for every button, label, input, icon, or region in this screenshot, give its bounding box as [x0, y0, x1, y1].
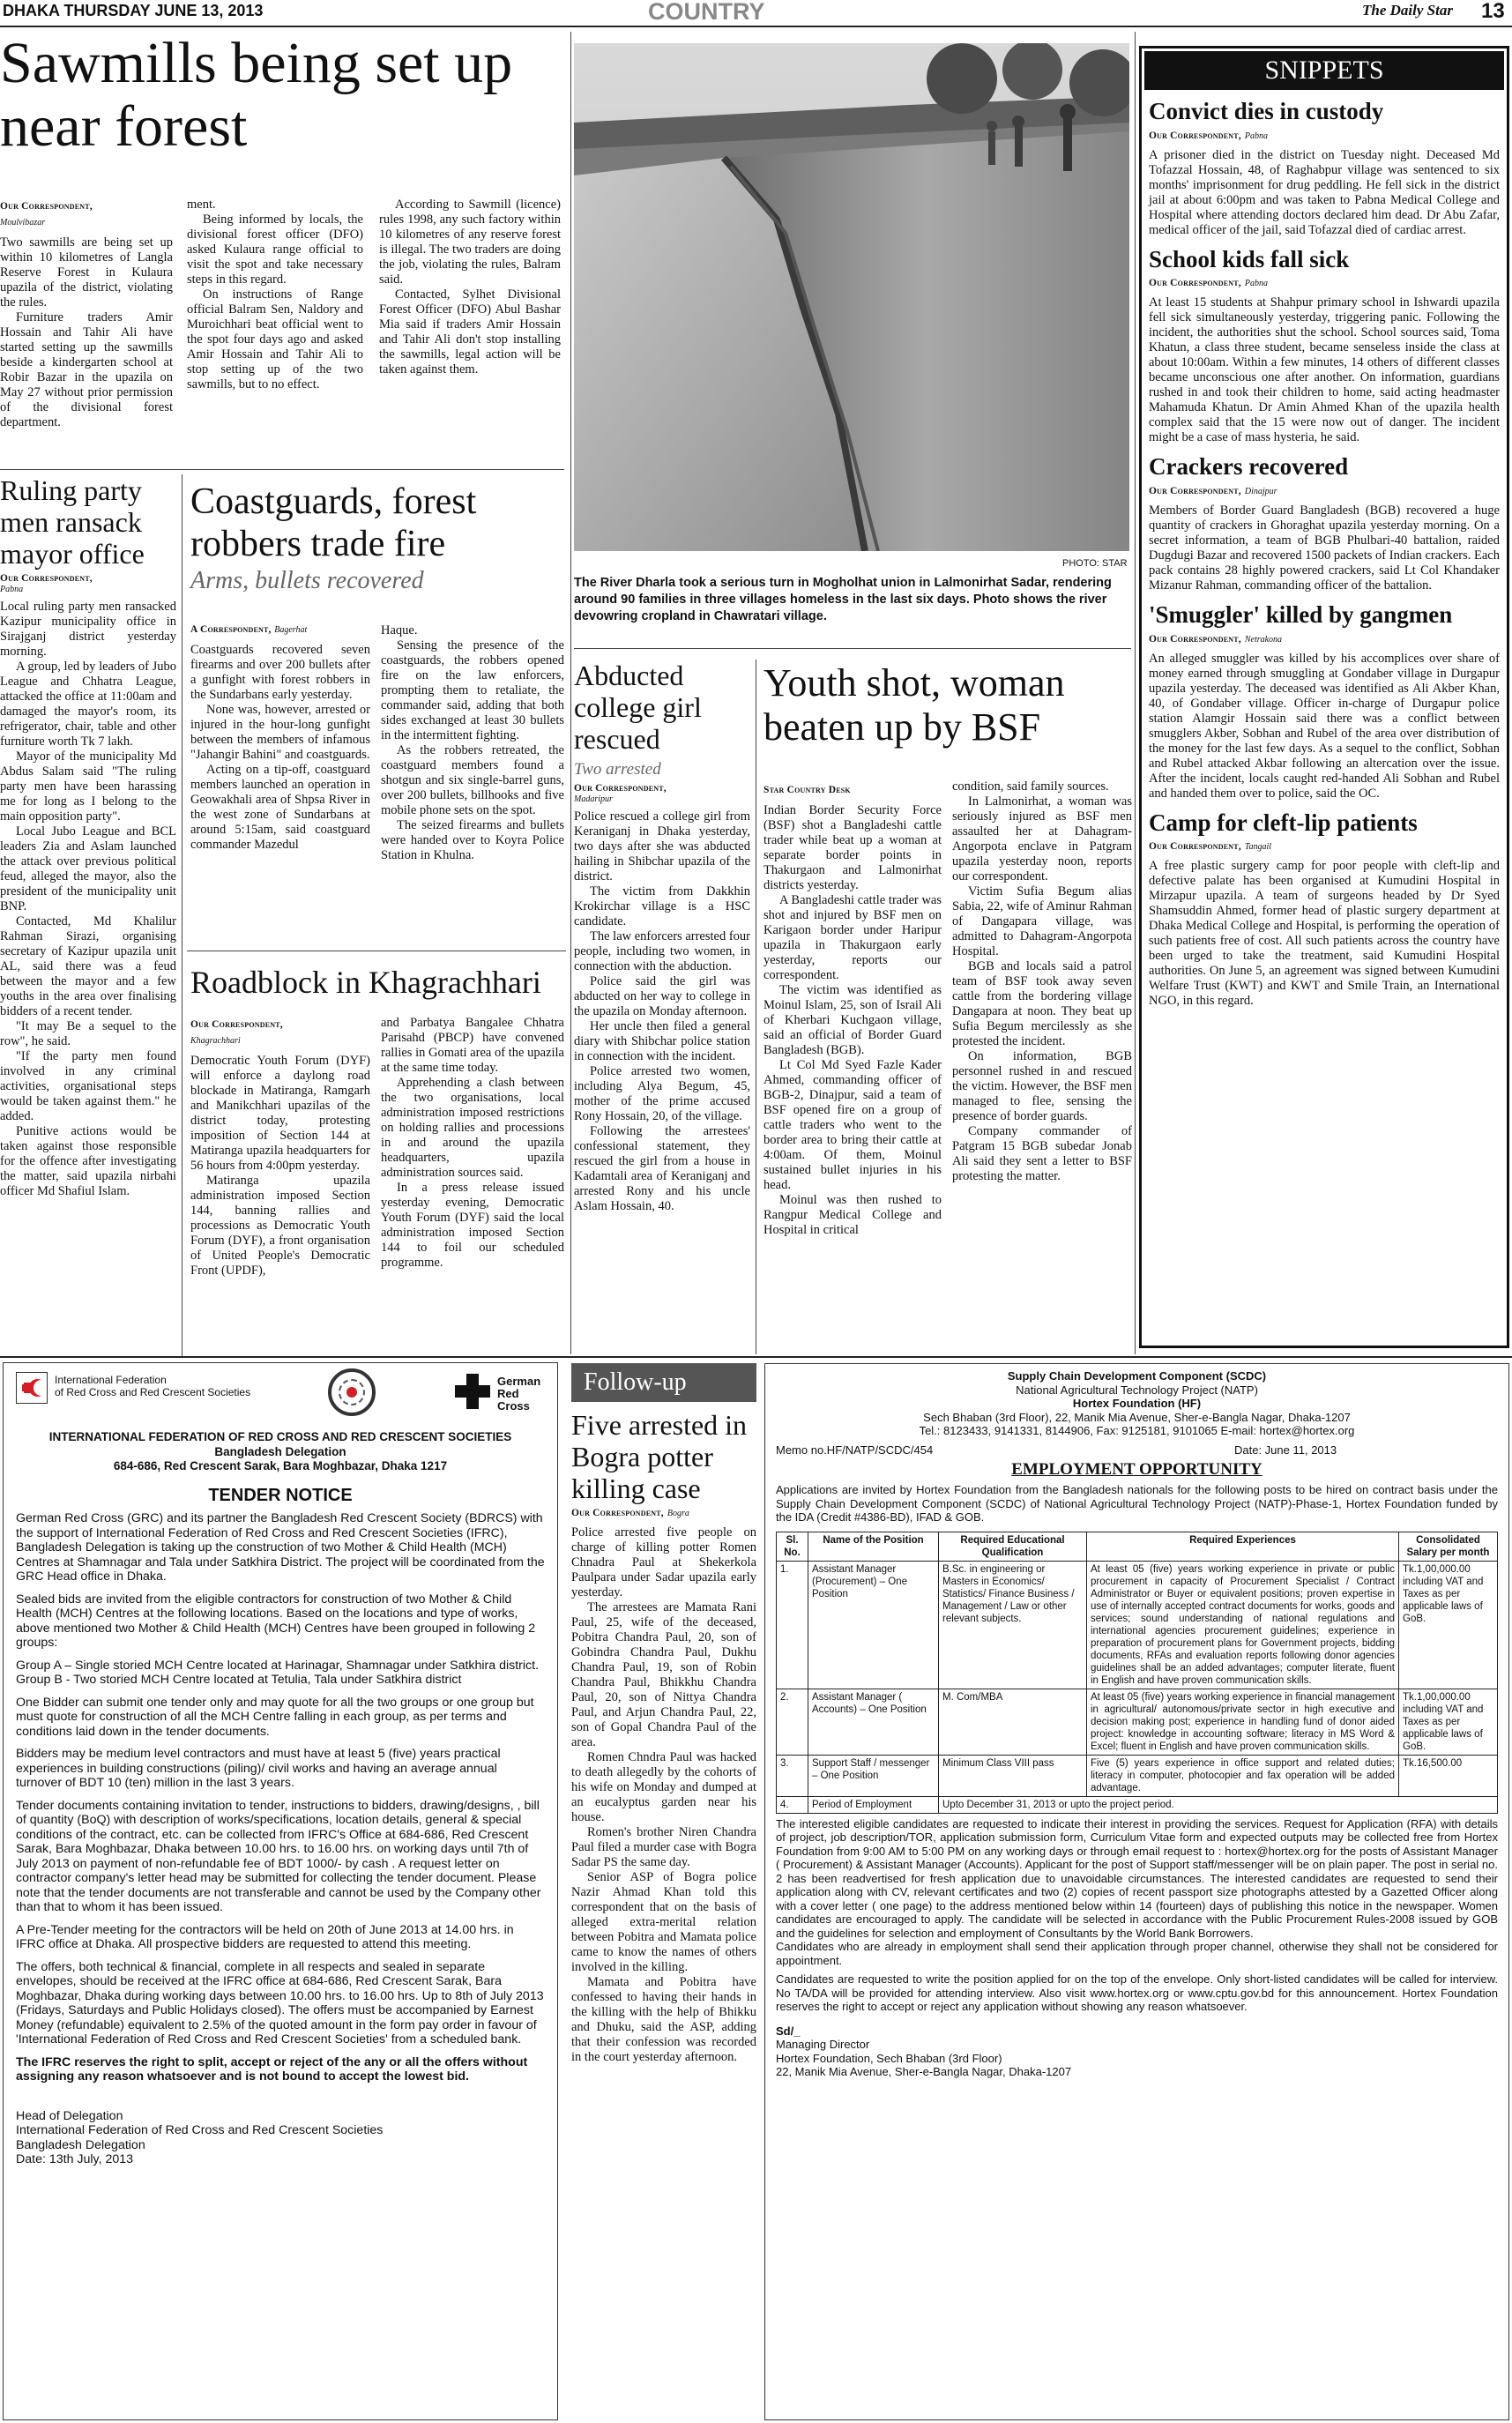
employment-title: EMPLOYMENT OPPORTUNITY [1011, 1459, 1262, 1479]
snippets-box [1139, 46, 1509, 1348]
photo-caption: The River Dharla took a serious turn in Mogholhat union in Lalmonirhat Sadar, rendering around 90 families in three villages homeless in the last six days. Photo shows the river devowring cropland in Chawratari village. [574, 576, 1112, 623]
snippets-header: SNIPPETS [1144, 51, 1504, 90]
river-erosion-image [574, 43, 1129, 551]
masthead-paper: The Daily Star [1362, 2, 1453, 19]
snippet-item: School kids fall sick Our Correspondent, Pabna At least 15 students at Shahpur primary school in Ishwardi upazila fell sick simultaneously yesterday, triggering panic. Following the incident, the authorities shut the school. School sources said, Toma Khatun, a class three student, became senseless inside the class at about 10:00am. Within a few minutes, 14 others of different classes became unconscious one after another. On information, guardians rushed in and took their children to home, said acting headmaster Mahamuda Khatun. Dr Amin Ahmed Khan of the upazila health complex said that the 15 were now out of danger. The incident might be a case of mass hysteria, he said. [1149, 245, 1500, 445]
bdrcs-emblem-icon [328, 1368, 376, 1416]
abducted-headline: Abducted college girl rescued [574, 660, 702, 755]
youth-article: Youth shot, woman beaten up by BSF Star Country Desk Indian Border Security Force (BSF) shot a Bangladeshi cattle trader while beat up a woman at separate border points in Thakurgaon and Lalmonirhat districts yesterday. A Bangladeshi cattle trader was shot and injured by BSF men on Karigaon border under Haripur upazila in Thakurgaon early yesterday, reports our correspondent. The victim was identified as Moinul Islam, 25, son of Israil Ali of Kherbari Kuchgaon village, said an official of Border Guard Bangladesh (BGB). Lt Col Md Syed Fazle Kader Ahmed, commanding officer of BGB-2, Dinajpur, said a team of BSF opened fire on a group of cattle traders who went to the border area to bring their cattle at 4:00am. Of them, Moinul sustained bullet injuries in his head. Moinul was then rushed to Rangpur Medical College and Hospital in critical condition, said family sources. In Lalmonirhat, a woman was seriously injured as BSF men assaulted her at Dahagram-Angorpota enclave in Patgram upazila yesterday noon, reports our correspondent. Victim Sufia Begum alias Sabia, 22, wife of Aminur Rahman of Dangapara village, was admitted to Dahagram-Angorpota Hospital. BGB and locals said a patrol team of BSF took away seven cattle from the bordering village Dangapara at noon. They beat up Sufia Begum mercilessly as she protested the incident. On information, BGB personnel rushed in and rescued the victim. However, the BSF men managed to flee, sensing the presence of border guards. Company commander of Patgram 15 BGB subedar Jonab Ali said they sent a letter to BSF protesting the matter. [763, 661, 1132, 1237]
roadblock-article: Roadblock in Khagrachhari Our Correspondent, Khagrachhari Democratic Youth Forum (DYF) will enforce a daylong road blockade in Matiranga, Ramgarh and Manikchhari upazilas of the district today, protesting imposition of Section 144 at Matiranga upazila headquarters for 56 hours from 4:00pm yesterday. Matiranga upazila administration imposed Section 144, banning rallies and processions as Democratic Youth Forum (DYF), a front organisation of United People's Democratic Front (UPDF), and Parbatya Bangalee Chhatra Parisahd (PBCP) have convened rallies in Gomati area of the upazila at the same time today. Apprehending a clash between the two organisations, local administration imposed restrictions on holding rallies and processions in and around the upazila headquarters, upazila administration sources said. In a press release issued yesterday evening, Democratic Youth Forum (DYF) said the local administration imposed Section 144 to foil our scheduled programme. [190, 965, 564, 1278]
masthead-page: 13 [1481, 0, 1505, 23]
employment-ad: Supply Chain Development Component (SCDC) National Agricultural Technology Project (NATP) Hortex Foundation (HF) Sech Bhaban (3rd Floor), 22, Manik Mia Avenue, Sher-e-Bangla Nagar, Dhaka-1207 Tel.: 8123433, 9141331, 8144906, Fax: 9125181, 9101065 E-mail: hortex@hortex.org Memo no.HF/NATP/SCDC/454 Date: June 11, 2013 EMPLOYMENT OPPORTUNITY Applications are invited by Hortex Foundation from the Bangladesh nationals for the following posts to be hired on contract basis under the Supply Chain Development Component (SCDC) of National Agricultural Technology Project (NATP)-Phase-1, Hortex Foundation funded by the IDA (Credit #4386-BD), IFAD & GOB. Sl. No. Name of the Position Required Educational Qualification Required Experiences Consolidated Salary per month 1. Assistant Manager (Procurement) – One Position B.Sc. in engineering or Masters in Economics/ Statistics/ Finance Business / Management / Law or other relevant subjects. At least 05 (five) years working experience in private or public procurement in capacity of Procurement Specialist / Contract Administrator or Buyer or equivalent positions; proven expertise in use of internally accepted contract documents for works, goods and services; sound understanding of national regulations and international agencies procurement guidelines; experience in preparation of procurement plans for Government projects, bidding documents, RFAs and evaluation reports following donor agencies guidelines shall be an added advantages; computer literate, fluent in English and have proven communication skills. Tk.1,00,000.00 including VAT and Taxes as per applicable laws of GoB. 2. Assistant Manager ( Accounts) – One Position M. Com/MBA At least 05 (five) years working experience in financial management in agricultural/ autonomous/private sector in high executive and decision making post; experience in handling fund of donor aided project: knowledge in accounting software; literacy in MS Word & Excel; fluent in English and have proven communication skills. Tk.1,00,000.00 including VAT and Taxes as per applicable laws of GoB. 3. Support Staff / messenger – One Position Minimum Class VIII pass Five (5) years experience in office support and related duties; literacy in computer, photocopier and fax operation will be added advantage. Tk.16,500.00 4. Period of Employment Upto December 31, 2013 or upto the project period. The interested eligible candidates are requested to indicate their interest in providing the services. Request for Application (RFA) with details of project, job description/TOR, application submission form, Curriculum Vitae form and expected outputs may be collected free from Hortex Foundation from 9:00 AM to 5:00 PM on any working days or through email request to : hortex@hortex.org for the posts of Assistant Manager ( Procurement) & Assistant Manager (Accounts). Applicant for the post of Support staff/messenger will be on plain paper. The post in serial no. 2 has been readvertised for fresh application due to unavoidable circumstances. The interested candidates are requested to send their application along with CV, relevant certificates and two (2) copies of recent passport size photographs attested by a Gazetted Officer along with a cover letter ( one page) to the address mentioned below within 14 (fourteen) days of publishing this notice in the newspaper. Women candidates are encouraged to apply. The candidate will be selected in accordance with the Public Procurement Rules-2008 issued by GOB and the guidelines for selection and employment of Consultants by the World Bank Borrowers. Candidates who are already in employment shall send their application through proper channel, otherwise they shall not be considered for appointment. Candidates are requested to write the position applied for on the top of the envelope. Only short-listed candidates will be called for interview. No TA/DA will be provided for attending interview. Also visit www.hortex.org or www.cptu.gov.bd for this announcement. Hortex Foundation reserves the right to accept or reject any application without showing any reason whatsoever. Sd/_ Managing Director Hortex Foundation, Sech Bhaban (3rd Floor) 22, Manik Mia Avenue, Sher-e-Bangla Nagar, Dhaka-1207 [764, 1363, 1509, 2420]
youth-headline: Youth shot, woman beaten up by BSF [763, 661, 1065, 749]
snippet-item: 'Smuggler' killed by gangmen Our Correspondent, Netrakona An alleged smuggler was killed by his accomplices over share of money earned through smuggling at Gondaber village in Durgapur upazila yesterday. The deceased was identified as Ali Akber Khan, 40, of Gondaber village. Officer in-charge of Durgapur police station Alamgir Hossain said there was a conflict between smugglers Akber, Sobhan and Rubel of the area over distribution of the money for the last few days. As a sequel to the conflict, Sobhan and Rubel attacked Akbar following an altercation over the issue. After the incident, locals caught red-handed Ali Sobhan and Rubel and handed them over to police, said the OC. [1149, 601, 1500, 801]
sawmills-location: Moulvibazar [0, 218, 46, 227]
german-red-cross-icon [455, 1374, 490, 1409]
river-photo [574, 43, 1129, 551]
coastguard-headline: Coastguards, forest robbers trade fire [190, 481, 477, 564]
sawmills-byline: Our Correspondent, [0, 201, 93, 212]
masthead-section: COUNTRY [648, 0, 765, 25]
ruling-article: Ruling party men ransack mayor office Our Correspondent, Pabna Local ruling party men ransacked Kazipur municipality office in Sirajganj district yesterday morning. A group, led by leaders of Jubo League and Chhatra League, attacked the office at 11:00am and damaged the mayor's room, its refrigerator, chair, table and other furniture worth Tk 7 lakh. Mayor of the municipality Md Abdus Salam said "The ruling party men have been harassing me for long as I belong to the main opposition party". Local Jubo League and BCL leaders Zia and Aslam launched the attack over previous political feud, alleged the mayor, also the president of the municipality unit BNP. Contacted, Md Khalilur Rahman Sirazi, organising secretary of Kazipur upazila unit AL, said there was a feud between the mayor and a few youths in the area over finalising bidders of a recent tender. "It may Be a sequel to the row", he said. "If the party men found involved in any criminal activities, organisational steps would be taken against them." he added. Punitive actions would be taken against those responsible for the offence after investigating the matter, said upazila nirbahi officer Md Shafiul Islam. [0, 474, 176, 1198]
table-row: 2. Assistant Manager ( Accounts) – One Position M. Com/MBA At least 05 (five) years working experience in financial management in agricultural/ autonomous/private sector in high executive and decision making post; experience in handling fund of donor aided project: knowledge in accounting software; literacy in MS Word & Excel; fluent in English and have proven communication skills. Tk.1,00,000.00 including VAT and Taxes as per applicable laws of GoB. [777, 1689, 1498, 1755]
ifrc-logo [16, 1372, 48, 1404]
coastguard-subhead: Arms, bullets recovered [190, 567, 424, 594]
abducted-article: Abducted college girl rescued Two arrested Our Correspondent, Madaripur Police rescued a college girl from Keraniganj in Dhaka yesterday, two days after she was abducted hailing in Shibchar upazila of the district. The victim from Dakkhin Krokirchar village is a HSC candidate. The law enforcers arrested four people, including two women, in connection with the abduction. Police said the girl was abducted on her way to college in the upazila on Monday afternoon. Her uncle then filed a general diary with Shibchar police station in connection with the incident. Police arrested two women, including Alya Begum, 45, mother of the prime accused Rony Hossain, 20, of the village. Following the arrestees' confessional statement, they rescued the girl from a house in Kadamtali area of Keraniganj and arrested Rony and his uncle Aslam Hossain, 40. [574, 660, 750, 1213]
sawmills-article: Sawmills being set up near forest Our Correspondent, Moulvibazar Two sawmills are being set up within 10 kilometres of Langla Reserve Forest in Kulaura upazila of the district, violating the rules. Furniture traders Amir Hossain and Tahir Ali have started setting up the sawmills beside a kindergarten school at Robir Bazar in the upazila on May 27 without prior permission of the divisional forest department. ment. Being informed by locals, the divisional forest officer (DFO) asked Kulaura range official to visit the spot and take necessary steps in this regard. On instructions of Range official Balram Sen, Naldory and Muroichhari beat official went to the spot four days ago and asked Amir Hossain and Tahir Ali to stop setting up of the two sawmills, but to no effect. According to Sawmill (licence) rules 1998, any such factory within 10 kilometres of any reserve forest is illegal. The two traders are doing the job, violating the rules, Balram said. Contacted, Sylhet Divisional Forest Officer (DFO) Abul Bashar Mia said if traders Amir Hossain and Tahir Ali don't stop installing the sawmills, legal action will be taken against them. [0, 31, 561, 429]
tender-title: TENDER NOTICE [208, 1485, 353, 1505]
roadblock-headline: Roadblock in Khagrachhari [190, 965, 541, 1000]
table-row: 1. Assistant Manager (Procurement) – One Position B.Sc. in engineering or Masters in Economics/ Statistics/ Finance Business / Management / Law or other relevant subjects. At least 05 (five) years working experience in private or public procurement in capacity of Procurement Specialist / Contract Administrator or Buyer or equivalent positions; proven expertise in use of internally accepted contract documents for works, goods and services; sound understanding of national regulations and international agencies procurement guidelines; experience in preparation of procurement plans for Government projects, bidding documents, RFAs and evaluation reports following donor agencies guidelines shall be an added advantages; computer literate, fluent in English and have proven communication skills. Tk.1,00,000.00 including VAT and Taxes as per applicable laws of GoB. [777, 1561, 1498, 1689]
table-row: 3. Support Staff / messenger – One Position Minimum Class VIII pass Five (5) years experience in office support and related duties; literacy in computer, photocopier and fax operation will be added advantage. Tk.16,500.00 [777, 1755, 1498, 1796]
sawmills-headline: Sawmills being set up near forest [0, 31, 513, 159]
ruling-headline: Ruling party men ransack mayor office [0, 474, 145, 570]
snippet-item: Crackers recovered Our Correspondent, Dinajpur Members of Border Guard Bangladesh (BGB) recovered a huge quantity of crackers in Ghoraghat upazila yesterday morning. On a secret information, a team of BGB Phulbari-40 battalion, raided Dugdugi Bazar and recovered 1500 packets of Indian crackers. Each pack contains 28 highly powered crackers, said Lt Col Khandaker Mizanur Rahman, commanding officer of the battalion. [1149, 453, 1500, 593]
tender-notice-ad: International Federation of Red Cross and Red Crescent Societies German Red Cross INTERNATIONAL FEDERATION OF RED CROSS AND RED CRESCENT SOCIETIES Bangladesh Delegation 684-686, Red Crescent Sarak, Bara Moghbazar, Dhaka 1217 TENDER NOTICE German Red Cross (GRC) and its partner the Bangladesh Red Crescent Society (BDRCS) with the support of International Federation of Red Cross and Red Crescent Societies (IFRC), Bangladesh Delegation is taking up the construction of two Mother & Child Health (MCH) Centres at Shamnagar and Tala under Satkhira District. The project will be coordinated from the GRC Head office in Dhaka. Sealed bids are invited from the eligible contractors for construction of two Mother & Child Health (MCH) Centres at the following locations. Based on the locations and type of works, above mentioned two Mother & Child Health (MCH) Centres have been grouped in following 2 groups: Group A – Single storied MCH Centre located at Harinagar, Shamnagar under Satkhira district. Group B - Two storied MCH Centre located at Tetulia, Tala under Satkhira district One Bidder can submit one tender only and may quote for all the two groups or one group but must quote for construction of all the MCH Centre falling in each group, as per terms and conditions laid down in the tender documents. Bidders may be medium level contractors and must have at least 5 (five) years practical experiences in building constructions (piling)/ civil works and having an average annual turnover of BDT 10 (ten) million in the last 3 years. Tender documents containing invitation to tender, instructions to bidders, drawing/designs, , bill of quantity (BoQ) with description of works/specifications, location details, general & special conditions of the contract, etc. can be collected from IFRC's Office at 684-686, Red Crescent Sarak, Bara Moghbazar, Dhaka between 10.00 hrs. to 16.00 hrs. on working days until 7th of July 2013 on payment of non-refundable fee of BDT 1000/- by cash . A request letter on contractor company's letter head may be submitted for collecting the tender document. Please note that the tender documents are not transferable and cannot be used by the Company other than that to whom it has been issued. A Pre-Tender meeting for the contractors will be held on 20th of June 2013 at 14.00 hrs. in IFRC office at Dhaka. All prospective bidders are requested to attend this meeting. The offers, both technical & financial, complete in all respects and sealed in separate envelopes, should be received at the IFRC office at 684-686, Red Crescent Sarak, Bara Moghbazar, Dhaka during working days between 10.00 hrs. to 16.00 hrs. Up to 8th of July 2013 (Fridays, Saturdays and Public Holidays closed). The offers must be accompanied by Earnest Money (refundable) equivalent to 2.5% of the quoted amount in the form pay order in favour of 'International Federation of Red Cross and Red Crescent Societies' from a scheduled bank. The IFRC reserves the right to split, accept or reject of the any or all the offers without assigning any reason whatsoever and is not bound to accept the lowest bid. Head of Delegation International Federation of Red Cross and Red Crescent Societies Bangladesh Delegation Date: 13th July, 2013 [3, 1362, 558, 2420]
masthead-date: DHAKA THURSDAY JUNE 13, 2013 [3, 2, 264, 19]
followup-article: Follow-up Five arrested in Bogra potter killing case Our Correspondent, Bogra Police arrested five people on charge of killing potter Romen Chnadra Paul at Shekerkola Paulpara under Sadar upazila early yesterday. The arrestees are Mamata Rani Paul, 25, wife of the deceased, Pobitra Chandra Paul, 20, son of Gobindra Chandra Paul, Dukhu Chandra Paul, 19, son of Robin Chandra Paul, Bhikkhu Chandra Paul, 20, son of Nittya Chandra Paul, and Arjun Chandra Paul, 22, son of Gopal Chandra Paul of the area. Romen Chndra Paul was hacked to death allegedly by the cohorts of his wife on Monday and dumped at an eucalyptus garden near his house. Romen's brother Niren Chandra Paul filed a murder case with Bogra Sadar PS the same day. Senior ASP of Bogra police Nazir Ahmad Khan told this correspondent that on the basis of alleged extra-merital relation between Pobitra and Mamata police came to know the names of others involved in the killing. Mamata and Pobitra have confessed to having their hands in the killing with the help of Bhikku and Dhuku, said the ASP, adding that their confession was recorded in the court yesterday afternoon. [571, 1363, 756, 2065]
followup-headline: Five arrested in Bogra potter killing case [571, 1409, 748, 1504]
coastguard-article: Coastguards, forest robbers trade fire Arms, bullets recovered A Correspondent, Bagerhat Coastguards recovered seven firearms and over 200 bullets after a gunfight with forest robbers in the Sundarbans early yesterday. None was, however, arrested or injured in the hour-long gunfight between the members of infamous "Jahangir Bahini" and coastguards. Acting on a tip-off, coastguard members launched an operation in Geowakhali area of Shpsa River in the west zone of Sundarbans at around 5:15am, said coastguard commander Mazedul Haque. Sensing the presence of the coastguards, the robbers opened fire on the law enforcers, prompting them to retaliate, the commander said, adding that both sides exchanged at least 30 bullets in the intermittent fighting. As the robbers retreated, the coastguard members found a shotgun and six single-barrel guns, over 200 bullets, billhooks and five mobile phone sets on the spot. The seized firearms and bullets were handed over to Koyra Police Station in Khulna. [190, 481, 564, 862]
masthead [0, 0, 1512, 25]
positions-table: Sl. No. Name of the Position Required Educational Qualification Required Experiences Consolidated Salary per month 1. Assistant Manager (Procurement) – One Position B.Sc. in engineering or Masters in Economics/ Statistics/ Finance Business / Management / Law or other relevant subjects. At least 05 (five) years working experience in private or public procurement in capacity of Procurement Specialist / Contract Administrator or Buyer or equivalent positions; proven expertise in use of internally accepted contract documents for works, goods and services; sound understanding of national regulations and international agencies procurement guidelines; experience in preparation of procurement plans for Government projects, bidding documents, RFAs and evaluation reports following donor agencies guidelines shall be an added advantages; computer literate, fluent in English and have proven communication skills. Tk.1,00,000.00 including VAT and Taxes as per applicable laws of GoB. 2. Assistant Manager ( Accounts) – One Position M. Com/MBA At least 05 (five) years working experience in financial management in agricultural/ autonomous/private sector in high executive and decision making post; experience in handling fund of donor aided project: knowledge in accounting software; literacy in MS Word & Excel; fluent in English and have proven communication skills. Tk.1,00,000.00 including VAT and Taxes as per applicable laws of GoB. 3. Support Staff / messenger – One Position Minimum Class VIII pass Five (5) years experience in office support and related duties; literacy in computer, photocopier and fax operation will be added advantage. Tk.16,500.00 4. Period of Employment Upto December 31, 2013 or upto the project period. [776, 1532, 1498, 1814]
table-row: 4. Period of Employment Upto December 31, 2013 or upto the project period. [777, 1796, 1498, 1813]
red-cross-crescent-icon [17, 1373, 47, 1403]
photo-credit: PHOTO: STAR [1062, 558, 1128, 569]
followup-label: Follow-up [571, 1363, 756, 1402]
snippet-item: Convict dies in custody Our Correspondent, Pabna A prisoner died in the district on Tuesday night. Deceased Md Tofazzal Hossain, 48, of Raghabpur village was sentenced to six months' imprisonment for drug peddling. He fell sick in the district jail at about 6:00pm and was taken to Pabna Medical College and Hospital where attending doctors declared him dead. Dr Abu Zafar, medical officer of the jail, said Tofazzal died of cardiac arrest. [1149, 98, 1500, 237]
snippet-item: Camp for cleft-lip patients Our Correspondent, Tangail A free plastic surgery camp for poor people with cleft-lip and defective palate has been organised at Kumudini Hospital in Mirzapur upazila. A team of surgeons headed by Dr Syed Shamsuddin Ahmed, former head of plastic surgery department at Dhaka Medical College and Hospital, is performing the operation of such patients free of cost. All such patients across the country have been urged to take the treatment, said Kumudini Hospital authorities. On June 5, an agreement was signed between Kumudini Welfare Trust (KWT) and KWT and Smile Train, an International NGO, in this regard. [1149, 809, 1500, 1009]
